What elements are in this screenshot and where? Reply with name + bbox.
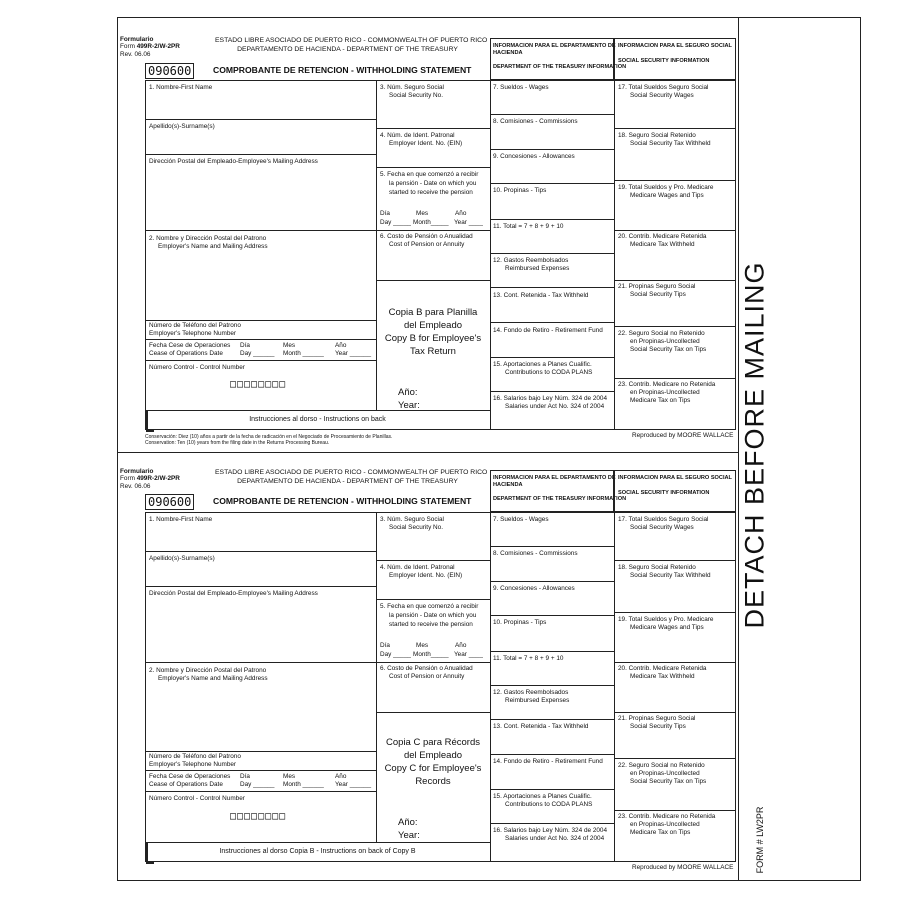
field-uncollected-ss-3: Social Security Tax on Tips [630, 346, 707, 353]
field-ss-withheld-c[interactable]: 18. Seguro Social Retenido [618, 564, 696, 571]
ss-info-es: INFORMACION PARA EL SEGURO SOCIAL [618, 43, 732, 49]
copy-b-line4: Tax Return [410, 346, 456, 357]
dept-info-line2: HACIENDA [493, 50, 523, 56]
form-title-c: COMPROBANTE DE RETENCION - WITHHOLDING STATEMENT [213, 496, 472, 506]
field-allowances[interactable]: 9. Concesiones - Allowances [493, 153, 575, 160]
field-ss-withheld-en: Social Security Tax Withheld [630, 140, 711, 147]
field-phone-en-c: Employer's Telephone Number [149, 761, 237, 768]
field-tips[interactable]: 10. Propinas - Tips [493, 187, 547, 194]
field-medicare-wages-en-c: Medicare Wages and Tips [630, 624, 704, 631]
field-pension-date-c[interactable]: 5. Fecha en que comenzó a recibir [380, 603, 479, 610]
copy-c-line3: Copy C for Employee's [384, 763, 482, 774]
field-ssn[interactable]: 3. Núm. Seguro Social [380, 84, 444, 91]
dept-info-line1-c: INFORMACION PARA EL DEPARTAMENTO DE [493, 475, 616, 481]
ano-label-c: Año [335, 773, 347, 780]
corner-mark-c [146, 842, 154, 864]
field-coda-en-c: Contributions to CODA PLANS [505, 801, 593, 808]
p-month: Month_____ [413, 219, 449, 226]
dept-info-en-c: DEPARTMENT OF THE TREASURY INFORMATION [493, 496, 627, 502]
field-pension-date[interactable]: 5. Fecha en que comenzó a recibir [380, 171, 479, 178]
field-allowances-c[interactable]: 9. Concesiones - Allowances [493, 585, 575, 592]
mes-label: Mes [283, 342, 296, 349]
field-medicare-wages[interactable]: 19. Total Sueldos y Pro. Medicare [618, 184, 714, 191]
p-day-c: Day _____ [380, 651, 411, 658]
corner-mark [146, 410, 154, 432]
field-uncollected-medicare-c[interactable]: 23. Contrib. Medicare no Retenida [618, 813, 716, 820]
detach-before-mailing: DETACH BEFORE MAILING [739, 261, 770, 629]
field-medicare-withheld-c[interactable]: 20. Contrib. Medicare Retenida [618, 665, 707, 672]
field-act324-en: Salaries under Act No. 324 of 2004 [505, 403, 605, 410]
agency-line2-c: DEPARTAMENTO DE HACIENDA - DEPARTMENT OF THE TREASURY [237, 478, 458, 485]
form-code-c: 090600 [145, 494, 194, 510]
field-act324-en-c: Salaries under Act No. 324 of 2004 [505, 835, 605, 842]
formulario-label: Formulario [120, 36, 154, 43]
field-coda[interactable]: 15. Aportaciones a Planes Cualific. [493, 361, 592, 368]
form-number-side: FORM # LW2PR [755, 806, 765, 874]
field-first-name[interactable]: 1. Nombre-First Name [149, 84, 213, 91]
field-ein[interactable]: 4. Núm. de Ident. Patronal [380, 132, 455, 139]
form-label: Form 499R-2/W-2PR [120, 43, 180, 50]
ano-label: Año [335, 342, 347, 349]
p-ano: Año [455, 210, 467, 217]
p-day: Day _____ [380, 219, 411, 226]
field-reimbursed-en: Reimbursed Expenses [505, 265, 570, 272]
dept-info-line1: INFORMACION PARA EL DEPARTAMENTO DE [493, 43, 616, 49]
field-medicare-withheld-en: Medicare Tax Withheld [630, 241, 695, 248]
field-wages[interactable]: 7. Sueldos - Wages [493, 84, 549, 91]
copy-c-line4: Records [415, 776, 451, 787]
copy-b-line3: Copy B for Employee's [384, 333, 482, 344]
field-ss-withheld[interactable]: 18. Seguro Social Retenido [618, 132, 696, 139]
field-tax-withheld-c[interactable]: 13. Cont. Retenida - Tax Withheld [493, 723, 589, 730]
copy-b-line2: del Empleado [403, 320, 463, 331]
field-ss-wages[interactable]: 17. Total Sueldos Seguro Social [618, 84, 709, 91]
field-mailing-address-c[interactable]: Dirección Postal del Empleado-Employee's Mailing Address [149, 590, 318, 597]
p-mes: Mes [416, 210, 429, 217]
field-uncollected-medicare-2-c: en Propinas-Uncollected [630, 821, 700, 828]
control-number-boxes: □□□□□□□□ [230, 379, 287, 390]
month-label-c: Month ______ [283, 781, 324, 788]
form-label-c: Form 499R-2/W-2PR [120, 475, 180, 482]
reproduced-label-c: Reproduced by MOORE WALLACE [632, 864, 734, 871]
field-uncollected-ss-c[interactable]: 22. Seguro Social no Retenido [618, 762, 705, 769]
field-reimbursed-en-c: Reimbursed Expenses [505, 697, 570, 704]
field-medicare-withheld[interactable]: 20. Contrib. Medicare Retenida [618, 233, 707, 240]
field-total[interactable]: 11. Total = 7 + 8 + 9 + 10 [493, 223, 564, 230]
agency-line2: DEPARTAMENTO DE HACIENDA - DEPARTMENT OF THE TREASURY [237, 46, 458, 53]
p-mes-c: Mes [416, 642, 429, 649]
field-phone-es-c[interactable]: Número de Teléfono del Patrono [149, 753, 241, 760]
field-act324-c[interactable]: 16. Salarios bajo Ley Núm. 324 de 2004 [493, 827, 608, 834]
field-mailing-address[interactable]: Dirección Postal del Empleado-Employee's Mailing Address [149, 158, 318, 165]
field-pension-date-3-c: started to receive the pension [389, 621, 473, 628]
field-uncollected-ss-2-c: en Propinas-Uncollected [630, 770, 700, 777]
field-employer-name-c[interactable]: 2. Nombre y Dirección Postal del Patrono [149, 667, 267, 674]
year-label-c: Year ______ [335, 781, 372, 788]
field-uncollected-medicare-3-c: Medicare Tax on Tips [630, 829, 691, 836]
field-ssn-c[interactable]: 3. Núm. Seguro Social [380, 516, 444, 523]
field-employer-name-en-c: Employer's Name and Mailing Address [158, 675, 268, 682]
p-dia: Día [380, 210, 390, 217]
copy-c-ano: Año: [398, 817, 418, 828]
copy-c-line1: Copia C para Récords [386, 737, 480, 748]
day-label: Day ______ [240, 350, 275, 357]
rev-label-c: Rev. 06.06 [120, 483, 151, 490]
field-wages-c[interactable]: 7. Sueldos - Wages [493, 516, 549, 523]
perforation-line [117, 452, 738, 453]
field-pension-date-2: la pensión - Date on which you [389, 180, 477, 187]
day-label-c: Day ______ [240, 781, 275, 788]
field-surname-c[interactable]: Apellido(s)-Surname(s) [149, 555, 215, 562]
field-pension-cost-en-c: Cost of Pension or Annuity [389, 673, 465, 680]
field-retirement[interactable]: 14. Fondo de Retiro - Retirement Fund [493, 327, 603, 334]
field-total-c[interactable]: 11. Total = 7 + 8 + 9 + 10 [493, 655, 564, 662]
ss-info-es-c: INFORMACION PARA EL SEGURO SOCIAL [618, 475, 732, 481]
field-medicare-wages-c[interactable]: 19. Total Sueldos y Pro. Medicare [618, 616, 714, 623]
field-retirement-c[interactable]: 14. Fondo de Retiro - Retirement Fund [493, 758, 603, 765]
field-cease-en: Cease of Operations Date [149, 350, 223, 357]
field-cease-es[interactable]: Fecha Cese de Operaciones [149, 342, 231, 349]
copy-b-ano: Año: [398, 387, 418, 398]
field-cease-en-c: Cease of Operations Date [149, 781, 223, 788]
field-control-number[interactable]: Número Control - Control Number [149, 364, 245, 371]
agency-line1-c: ESTADO LIBRE ASOCIADO DE PUERTO RICO - COMMONWEALTH OF PUERTO RICO [215, 469, 488, 476]
form-title: COMPROBANTE DE RETENCION - WITHHOLDING STATEMENT [213, 65, 472, 75]
reproduced-label: Reproduced by MOORE WALLACE [632, 432, 734, 439]
field-ss-wages-en-c: Social Security Wages [630, 524, 694, 531]
field-tips-c[interactable]: 10. Propinas - Tips [493, 619, 547, 626]
field-ss-tips-en-c: Social Security Tips [630, 723, 686, 730]
field-ss-wages-en: Social Security Wages [630, 92, 694, 99]
year-label: Year ______ [335, 350, 372, 357]
p-month-c: Month_____ [413, 651, 449, 658]
field-pension-date-3: started to receive the pension [389, 189, 473, 196]
field-surname[interactable]: Apellido(s)-Surname(s) [149, 123, 215, 130]
conservation-en: Conservation: Ten (10) years from the filing date in the Returns Processing Bureau. [145, 440, 330, 446]
instructions-link-c[interactable]: Instrucciones al dorso Copia B - Instructions on back of Copy B [219, 848, 416, 855]
instructions-link[interactable]: Instrucciones al dorso - Instructions on back [249, 416, 386, 423]
agency-line1: ESTADO LIBRE ASOCIADO DE PUERTO RICO - COMMONWEALTH OF PUERTO RICO [215, 37, 488, 44]
field-uncollected-medicare[interactable]: 23. Contrib. Medicare no Retenida [618, 381, 716, 388]
field-uncollected-ss[interactable]: 22. Seguro Social no Retenido [618, 330, 705, 337]
field-phone-en: Employer's Telephone Number [149, 330, 237, 337]
field-ss-tips-en: Social Security Tips [630, 291, 686, 298]
field-medicare-wages-en: Medicare Wages and Tips [630, 192, 704, 199]
form-code: 090600 [145, 63, 194, 79]
field-uncollected-ss-3-c: Social Security Tax on Tips [630, 778, 707, 785]
field-pension-date-2-c: la pensión - Date on which you [389, 612, 477, 619]
copy-b-year: Year: [398, 400, 420, 411]
field-uncollected-medicare-2: en Propinas-Uncollected [630, 389, 700, 396]
field-ss-withheld-en-c: Social Security Tax Withheld [630, 572, 711, 579]
field-ein-c[interactable]: 4. Núm. de Ident. Patronal [380, 564, 455, 571]
field-pension-cost[interactable]: 6. Costo de Pensión o Anualidad [380, 233, 473, 240]
field-pension-cost-en: Cost of Pension or Annuity [389, 241, 465, 248]
ss-info-en: SOCIAL SECURITY INFORMATION [618, 58, 710, 64]
mes-label-c: Mes [283, 773, 296, 780]
field-ein-en-c: Employer Ident. No. (EIN) [389, 572, 463, 579]
field-reimbursed-c[interactable]: 12. Gastos Reembolsados [493, 689, 569, 696]
field-phone-es[interactable]: Número de Teléfono del Patrono [149, 322, 241, 329]
month-label: Month ______ [283, 350, 324, 357]
field-commissions-c[interactable]: 8. Comisiones - Commissions [493, 550, 578, 557]
field-tax-withheld[interactable]: 13. Cont. Retenida - Tax Withheld [493, 292, 589, 299]
dept-info-en: DEPARTMENT OF THE TREASURY INFORMATION [493, 64, 627, 70]
conservation-es: Conservación: Diez (10) años a partir de la fecha de radicación en el Negociado de Procesamiento de Planillas. [145, 434, 393, 440]
field-uncollected-medicare-3: Medicare Tax on Tips [630, 397, 691, 404]
p-year-c: Year ____ [454, 651, 483, 658]
field-coda-c[interactable]: 15. Aportaciones a Planes Cualific. [493, 793, 592, 800]
field-ss-tips-c[interactable]: 21. Propinas Seguro Social [618, 715, 696, 722]
p-ano-c: Año [455, 642, 467, 649]
field-coda-en: Contributions to CODA PLANS [505, 369, 593, 376]
field-ss-tips[interactable]: 21. Propinas Seguro Social [618, 283, 696, 290]
rev-label: Rev. 06.06 [120, 51, 151, 58]
ss-info-en-c: SOCIAL SECURITY INFORMATION [618, 490, 710, 496]
copy-b-line1: Copia B para Planilla [388, 307, 478, 318]
field-ssn-en: Social Security No. [389, 92, 443, 99]
control-number-boxes-c: □□□□□□□□ [230, 811, 287, 822]
field-employer-name-en: Employer's Name and Mailing Address [158, 243, 268, 250]
field-control-number-c[interactable]: Número Control - Control Number [149, 795, 245, 802]
copy-c-line2: del Empleado [403, 750, 463, 761]
field-pension-cost-c[interactable]: 6. Costo de Pensión o Anualidad [380, 665, 473, 672]
field-ssn-en-c: Social Security No. [389, 524, 443, 531]
field-commissions[interactable]: 8. Comisiones - Commissions [493, 118, 578, 125]
p-dia-c: Día [380, 642, 390, 649]
field-cease-es-c[interactable]: Fecha Cese de Operaciones [149, 773, 231, 780]
formulario-label-c: Formulario [120, 468, 154, 475]
field-ss-wages-c[interactable]: 17. Total Sueldos Seguro Social [618, 516, 709, 523]
field-ein-en: Employer Ident. No. (EIN) [389, 140, 463, 147]
p-year: Year ____ [454, 219, 483, 226]
field-act324[interactable]: 16. Salarios bajo Ley Núm. 324 de 2004 [493, 395, 608, 402]
field-uncollected-ss-2: en Propinas-Uncollected [630, 338, 700, 345]
field-first-name-c[interactable]: 1. Nombre-First Name [149, 516, 213, 523]
field-employer-name[interactable]: 2. Nombre y Dirección Postal del Patrono [149, 235, 267, 242]
copy-c-year: Year: [398, 830, 420, 841]
dia-label: Día [240, 342, 250, 349]
dept-info-line2-c: HACIENDA [493, 482, 523, 488]
field-reimbursed[interactable]: 12. Gastos Reembolsados [493, 257, 569, 264]
field-medicare-withheld-en-c: Medicare Tax Withheld [630, 673, 695, 680]
dia-label-c: Día [240, 773, 250, 780]
